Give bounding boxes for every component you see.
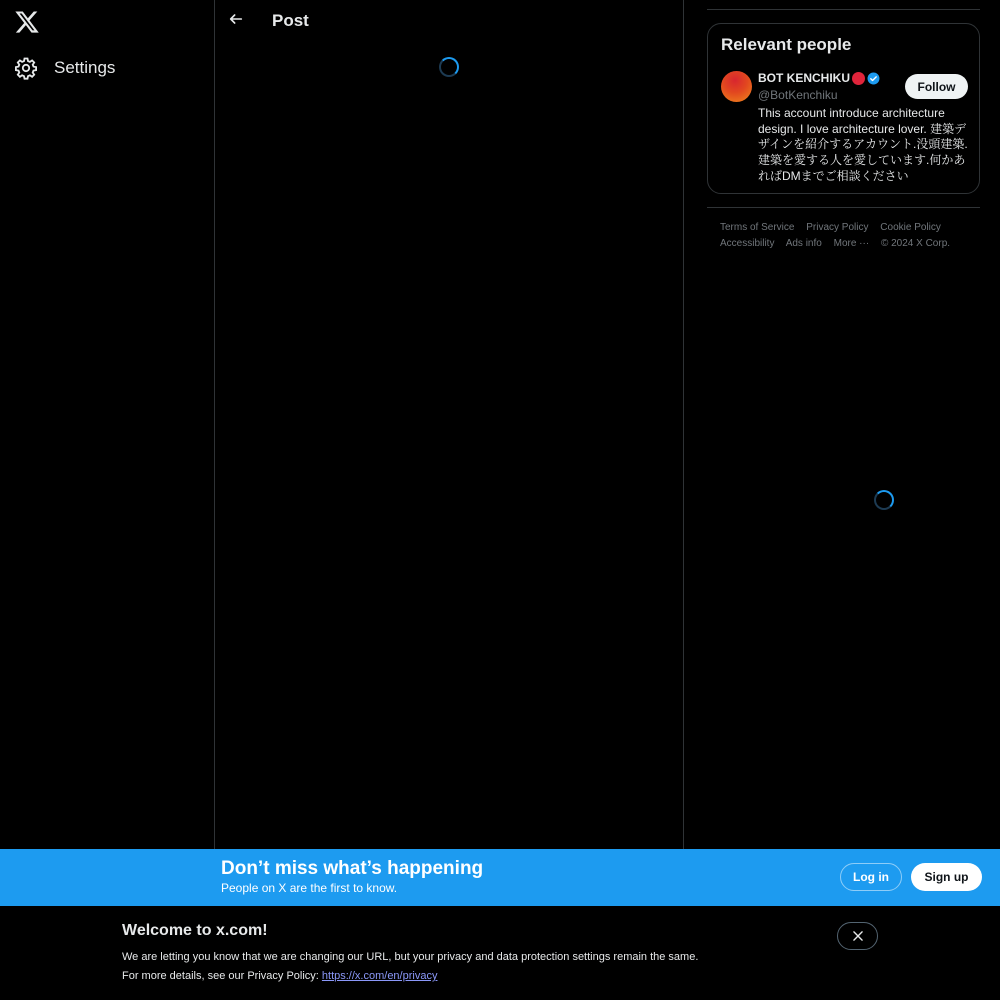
arrow-left-icon <box>228 11 244 27</box>
person-bio: This account introduce architecture design. I love architecture lover. 建築デザインを紹介するアカウント.没頭建築.建築を愛する人を愛しています.何かあればDMまでご相談ください <box>758 106 968 183</box>
person-name: BOT KENCHIKU <box>758 71 850 85</box>
gear-icon <box>14 56 38 80</box>
nav-settings-label: Settings <box>54 58 116 77</box>
banner-subtitle: People on X are the first to know. <box>221 881 398 895</box>
nav-item-settings[interactable] <box>14 54 115 82</box>
relevant-people-card <box>707 23 980 194</box>
footer-link-ads-info[interactable]: Ads info <box>785 237 822 249</box>
back-button[interactable] <box>225 8 247 30</box>
verified-badge-icon <box>867 72 880 85</box>
banner-title: Don’t miss what’s happening <box>221 858 484 879</box>
divider <box>707 207 980 208</box>
welcome-notice <box>0 906 1000 1000</box>
footer-link-accessibility[interactable]: Accessibility <box>720 237 775 249</box>
notice-details-text: For more details, see our Privacy Policy: <box>122 970 322 982</box>
notice-details <box>122 970 437 982</box>
relevant-people-title: Relevant people <box>721 35 852 54</box>
follow-button[interactable]: Follow <box>905 74 968 99</box>
loading-spinner <box>874 490 894 510</box>
notice-text: We are letting you know that we are changing our URL, but your privacy and data protection settings remain the same. <box>122 951 699 963</box>
footer-links <box>720 220 980 251</box>
close-icon <box>851 929 865 943</box>
loading-spinner <box>439 57 459 77</box>
left-nav <box>0 0 215 850</box>
footer-link-privacy[interactable]: Privacy Policy <box>806 222 869 233</box>
notice-title: Welcome to x.com! <box>122 922 268 939</box>
close-notice-button[interactable] <box>837 922 878 950</box>
footer-link-cookie[interactable]: Cookie Policy <box>880 222 941 233</box>
privacy-policy-link[interactable]: https://x.com/en/privacy <box>321 970 438 982</box>
page-title: Post <box>272 11 309 30</box>
footer-link-terms[interactable]: Terms of Service <box>720 222 795 233</box>
main-header <box>215 0 683 42</box>
avatar[interactable] <box>721 71 752 102</box>
login-button[interactable]: Log in <box>840 863 902 891</box>
person-name-row[interactable] <box>758 71 880 85</box>
signup-button[interactable]: Sign up <box>911 863 982 891</box>
footer-copyright: © 2024 X Corp. <box>880 237 951 249</box>
x-logo-icon[interactable] <box>14 9 40 35</box>
main-column <box>215 0 684 850</box>
red-circle-icon <box>852 72 865 85</box>
person-handle[interactable]: @BotKenchiku <box>758 88 838 102</box>
footer-link-more[interactable]: More ··· <box>833 237 870 249</box>
divider <box>707 9 980 10</box>
signup-banner <box>0 849 1000 906</box>
